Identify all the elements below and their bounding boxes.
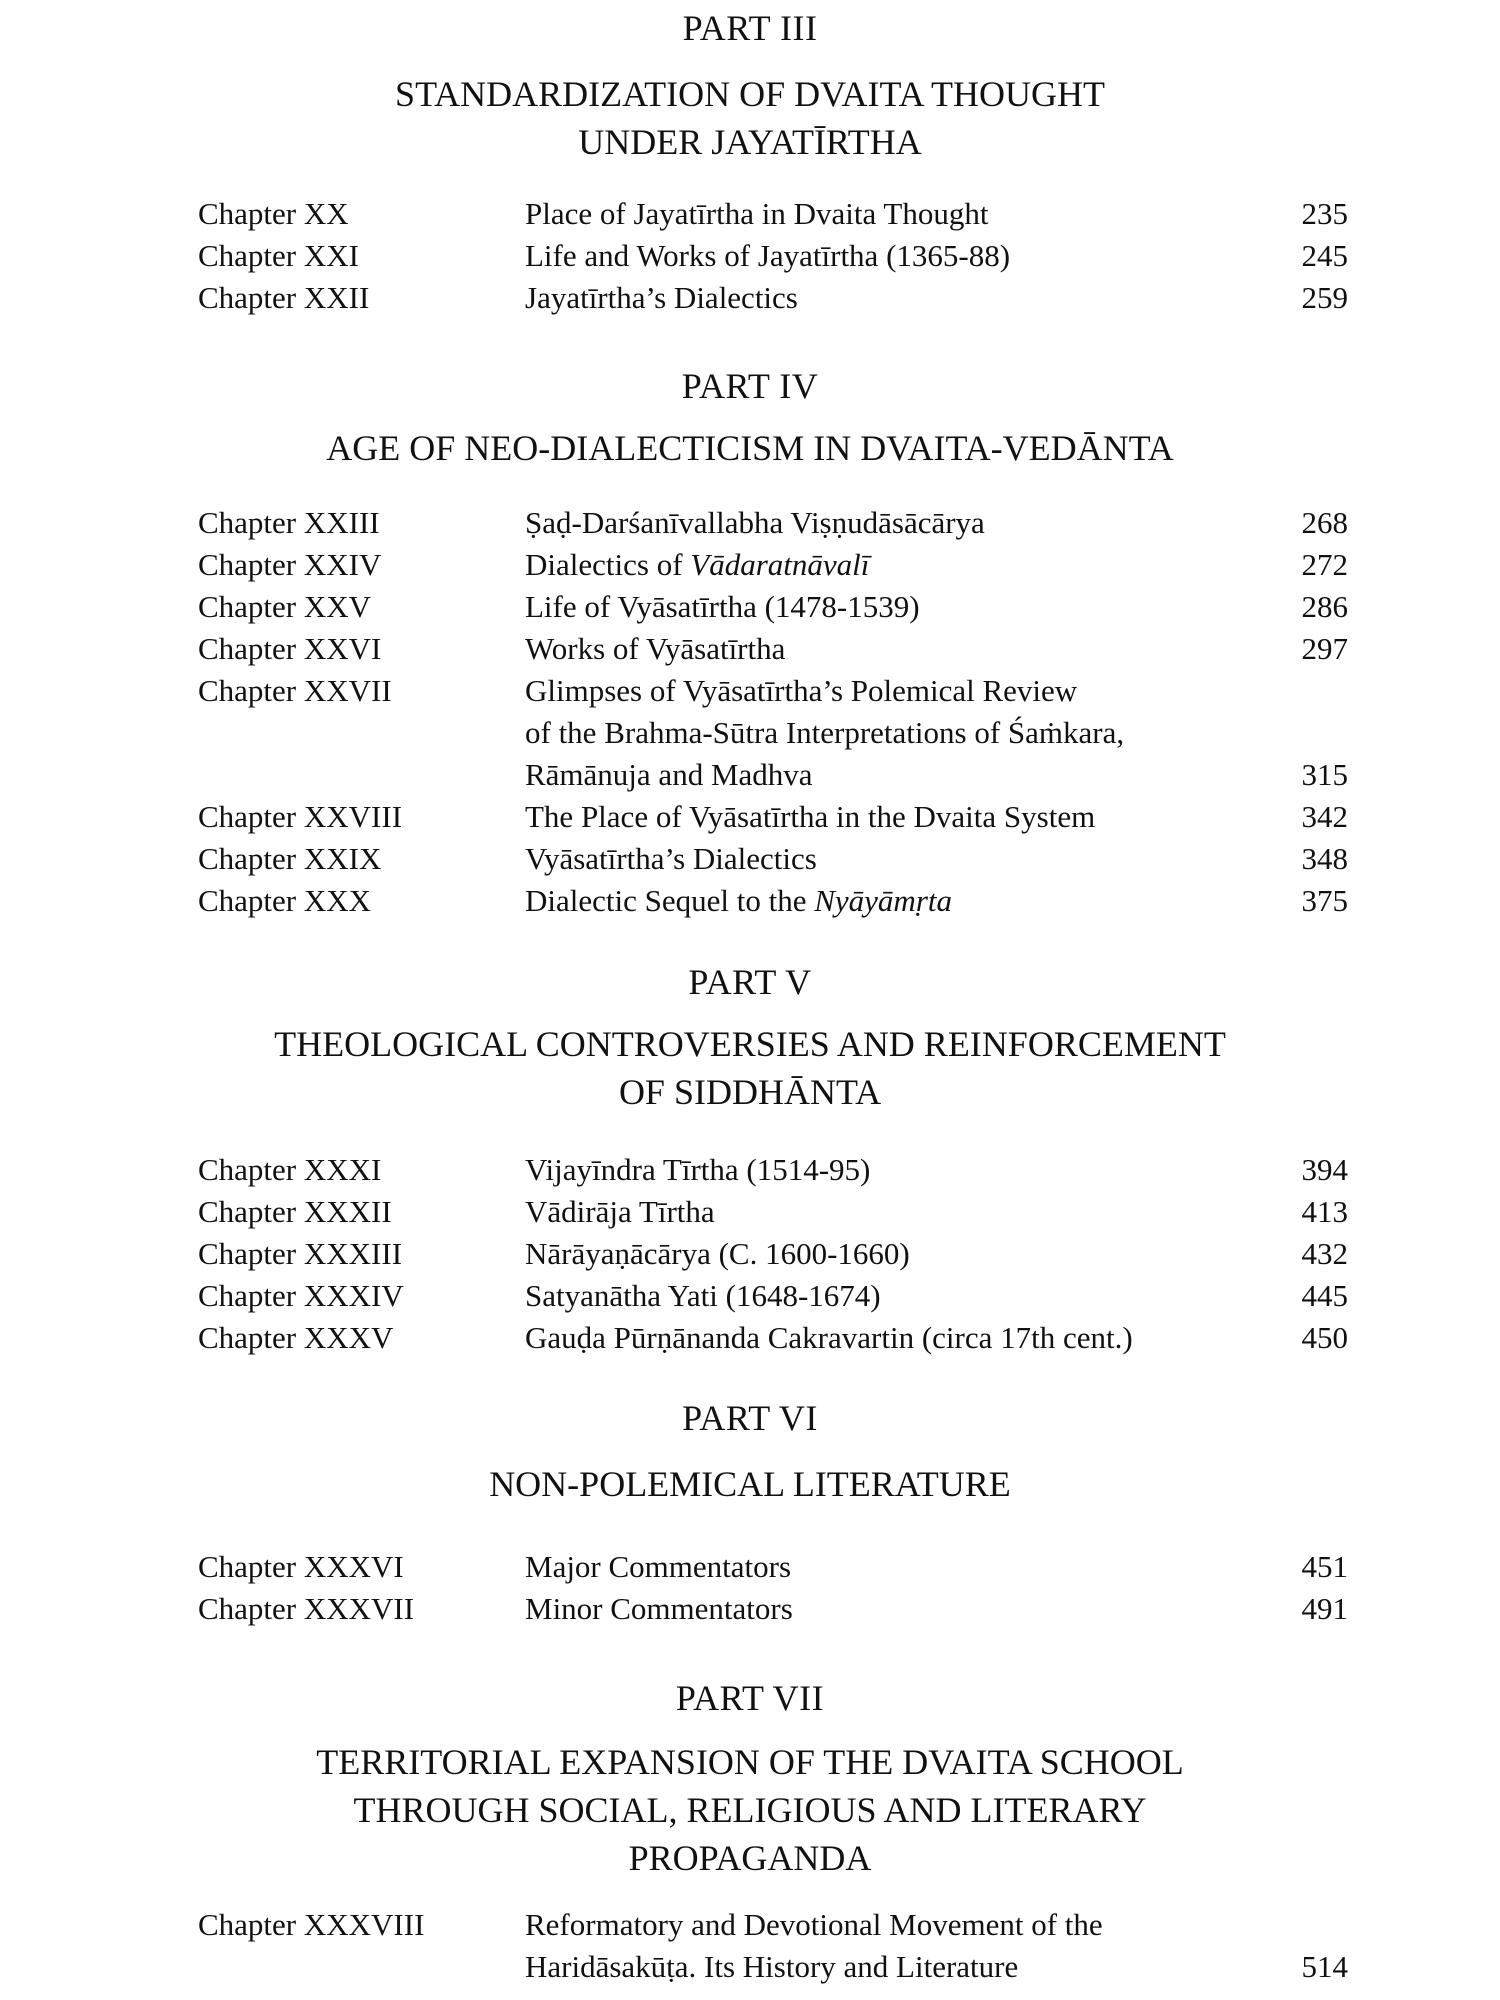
chapter-row[interactable] (198, 838, 1348, 880)
part-7-chapter-list (198, 1904, 1348, 1988)
chapter-number: Chapter XXXIII (198, 1236, 403, 1271)
chapter-number: Chapter XXV (198, 589, 372, 624)
part-7-title-line-2: THROUGH SOCIAL, RELIGIOUS AND LITERARY (353, 1790, 1147, 1830)
part-3-title-line-1: STANDARDIZATION OF DVAITA THOUGHT (395, 74, 1105, 114)
part-3-chapter-list (198, 193, 1348, 319)
chapter-title: Jayatīrtha’s Dialectics (525, 280, 798, 315)
part-3-title-line-2: UNDER JAYATĪRTHA (578, 122, 922, 162)
chapter-number: Chapter XX (198, 196, 349, 231)
chapter-title: Satyanātha Yati (1648-1674) (525, 1278, 881, 1313)
chapter-page: 413 (1301, 1194, 1348, 1229)
chapter-page: 342 (1301, 799, 1348, 834)
chapter-title: Place of Jayatīrtha in Dvaita Thought (525, 196, 989, 231)
chapter-row[interactable] (198, 1588, 1348, 1630)
chapter-number: Chapter XXIV (198, 547, 382, 582)
chapter-title: The Place of Vyāsatīrtha in the Dvaita System (525, 799, 1096, 834)
chapter-row[interactable] (198, 1233, 1348, 1275)
chapter-title-text: Dialectics of (525, 547, 691, 582)
chapter-page: 272 (1301, 547, 1348, 582)
chapter-page: 451 (1301, 1549, 1348, 1584)
chapter-title: Vādirāja Tīrtha (525, 1194, 715, 1229)
chapter-row[interactable] (198, 1275, 1348, 1317)
part-7-label: PART VII (675, 1678, 825, 1718)
chapter-row[interactable] (198, 586, 1348, 628)
chapter-title: Works of Vyāsatīrtha (525, 631, 786, 666)
part-5-label: PART V (688, 962, 812, 1002)
chapter-number: Chapter XXIX (198, 841, 382, 876)
chapter-page: 286 (1301, 589, 1348, 624)
part-4-title (250, 424, 1250, 472)
chapter-title: Life of Vyāsatīrtha (1478-1539) (525, 589, 920, 624)
part-5-chapter-list (198, 1149, 1348, 1359)
chapter-number: Chapter XXVIII (198, 799, 403, 834)
part-7-title (250, 1738, 1250, 1882)
chapter-row[interactable] (198, 1191, 1348, 1233)
chapter-title (525, 1904, 1305, 1988)
part-4-chapter-list (198, 502, 1348, 922)
part-3-title (250, 70, 1250, 166)
chapter-number: Chapter XXI (198, 238, 359, 273)
chapter-title-line: of the Brahma-Sūtra Interpretations of Śaṁkara, (525, 715, 1125, 750)
chapter-title: Ṣaḍ-Darśanīvallabha Viṣṇudāsācārya (525, 505, 985, 540)
chapter-row[interactable] (198, 193, 1348, 235)
part-4-label: PART IV (681, 366, 819, 406)
chapter-number: Chapter XXXI (198, 1152, 382, 1187)
chapter-row[interactable] (198, 544, 1348, 586)
chapter-number: Chapter XXXVI (198, 1549, 404, 1584)
part-6-label: PART VI (682, 1398, 818, 1438)
chapter-number: Chapter XXVII (198, 673, 392, 708)
part-5-title-line-2: OF SIDDHĀNTA (618, 1072, 882, 1112)
chapter-number: Chapter XXXII (198, 1194, 392, 1229)
chapter-row[interactable] (198, 1149, 1348, 1191)
chapter-title: Vyāsatīrtha’s Dialectics (525, 841, 817, 876)
chapter-title (525, 880, 1305, 922)
chapter-page: 245 (1301, 238, 1348, 273)
chapter-title-text: Dialectic Sequel to the (525, 883, 815, 918)
part-6-chapter-list (198, 1546, 1348, 1630)
part-3-label: PART III (682, 8, 818, 48)
chapter-row[interactable] (198, 796, 1348, 838)
chapter-row[interactable] (198, 502, 1348, 544)
chapter-number: Chapter XXXV (198, 1320, 394, 1355)
chapter-number: Chapter XXXIV (198, 1278, 404, 1313)
part-6-title-line-1: NON-POLEMICAL LITERATURE (489, 1464, 1011, 1504)
chapter-page: 450 (1301, 1320, 1348, 1355)
chapter-title-line: Haridāsakūṭa. Its History and Literature (525, 1949, 1019, 1984)
part-7-title-line-1: TERRITORIAL EXPANSION OF THE DVAITA SCHOOL (316, 1742, 1184, 1782)
chapter-title-line: Rāmānuja and Madhva (525, 757, 813, 792)
chapter-page: 394 (1301, 1152, 1348, 1187)
chapter-row[interactable] (198, 277, 1348, 319)
chapter-page: 375 (1301, 883, 1348, 918)
chapter-title (525, 544, 1305, 586)
part-7-title-line-3: PROPAGANDA (628, 1838, 872, 1878)
chapter-title: Major Commentators (525, 1549, 792, 1584)
chapter-page: 315 (1301, 757, 1348, 792)
chapter-title (525, 670, 1305, 796)
chapter-number: Chapter XXII (198, 280, 370, 315)
chapter-row[interactable] (198, 1546, 1348, 1588)
chapter-page: 235 (1301, 196, 1348, 231)
chapter-row[interactable] (198, 235, 1348, 277)
chapter-page: 348 (1301, 841, 1348, 876)
chapter-number: Chapter XXXVIII (198, 1907, 425, 1942)
chapter-number: Chapter XXIII (198, 505, 380, 540)
chapter-page: 514 (1301, 1949, 1348, 1984)
part-4-title-line-1: AGE OF NEO-DIALECTICISM IN DVAITA-VEDĀNTA (326, 428, 1174, 468)
chapter-row[interactable] (198, 670, 1348, 796)
chapter-row[interactable] (198, 880, 1348, 922)
chapter-page: 491 (1301, 1591, 1348, 1626)
chapter-page: 297 (1301, 631, 1348, 666)
chapter-number: Chapter XXX (198, 883, 372, 918)
chapter-title: Gauḍa Pūrṇānanda Cakravartin (circa 17th cent.) (525, 1320, 1133, 1355)
chapter-title-italic: Vādaratnāvalī (690, 547, 870, 582)
chapter-title: Minor Commentators (525, 1591, 793, 1626)
chapter-number: Chapter XXVI (198, 631, 382, 666)
chapter-title: Vijayīndra Tīrtha (1514-95) (525, 1152, 871, 1187)
chapter-title: Nārāyaṇācārya (C. 1600-1660) (525, 1236, 910, 1271)
part-5-title (250, 1020, 1250, 1116)
chapter-page: 445 (1301, 1278, 1348, 1313)
chapter-page: 432 (1301, 1236, 1348, 1271)
chapter-title-italic: Nyāyāmṛta (814, 883, 952, 918)
chapter-page: 268 (1301, 505, 1348, 540)
chapter-row[interactable] (198, 1904, 1348, 1988)
part-6-title (250, 1460, 1250, 1508)
chapter-page: 259 (1301, 280, 1348, 315)
chapter-title-line: Glimpses of Vyāsatīrtha’s Polemical Review (525, 673, 1078, 708)
chapter-row[interactable] (198, 628, 1348, 670)
chapter-number: Chapter XXXVII (198, 1591, 415, 1626)
chapter-title-line: Reformatory and Devotional Movement of the (525, 1907, 1103, 1942)
chapter-title: Life and Works of Jayatīrtha (1365-88) (525, 238, 1011, 273)
chapter-row[interactable] (198, 1317, 1348, 1359)
part-5-title-line-1: THEOLOGICAL CONTROVERSIES AND REINFORCEMENT (274, 1024, 1226, 1064)
